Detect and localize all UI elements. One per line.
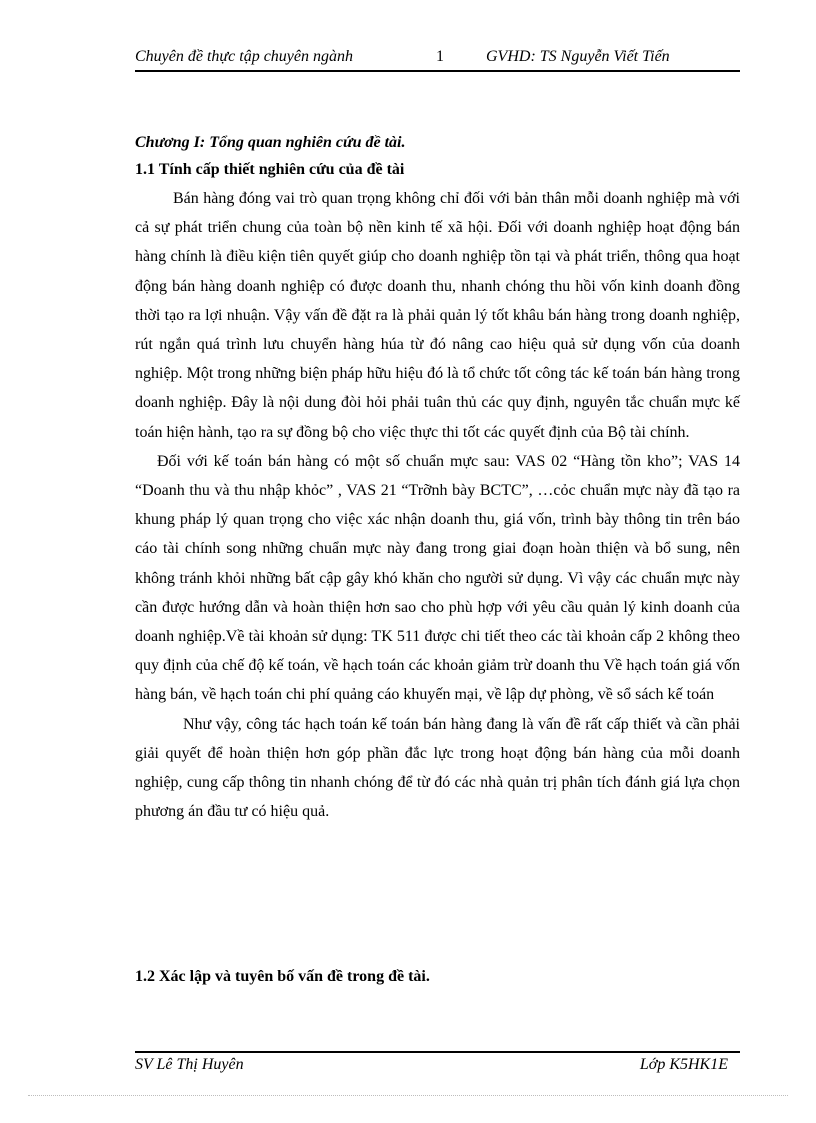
- paragraph: [135, 184, 740, 447]
- section-title-1-2: 1.2 Xác lập và tuyên bố vấn đề trong đề tài.: [135, 968, 430, 985]
- section-title-1-1: 1.1 Tính cấp thiết nghiên cứu của đề tài: [135, 161, 405, 178]
- paragraph-text: Bán hàng đóng vai trò quan trọng không chỉ đối với bản thân mỗi doanh nghiệp mà với cả sự phát triển chung của toàn bộ nền kinh tế xã hội. Đối với doanh nghiệp hoạt động bán hàng chính là điều kiện tiên quyết giúp cho doanh nghiệp tồn tại và phát triển, thông qua hoạt động bán hàng doanh nghiệp có được doanh thu, nhanh chóng thu hồi vốn kinh doanh đồng thời tạo ra lợi nhuận. Vậy vấn đề đặt ra là phải quản lý tốt khâu bán hàng trong doanh nghiệp, rút ngắn quá trình lưu chuyển hàng húa từ đó nâng cao hiệu quả sử dụng vốn của doanh nghiệp. Một trong những biện pháp hữu hiệu đó là tổ chức tốt công tác kế toán bán hàng trong doanh nghiệp. Đây là nội dung đòi hỏi phải tuân thủ các quy định, nguyên tắc chuẩn mực kế toán hiện hành, tạo ra sự đồng bộ cho việc thực thi tốt các quyết định của Bộ tài chính.: [135, 190, 740, 441]
- page-footer: [135, 1056, 740, 1078]
- paragraph-text: Như vậy, công tác hạch toán kế toán bán hàng đang là vấn đề rất cấp thiết và cần phải giải quyết để hoàn thiện hơn góp phần đắc lực trong hoạt động bán hàng của mỗi doanh nghiệp, cung cấp thông tin nhanh chóng để từ đó các nhà quản trị phân tích đánh giá lựa chọn phương án đầu tư có hiệu quả.: [135, 715, 740, 821]
- page-header: [135, 48, 740, 70]
- header-supervisor: GVHD: TS Nguyễn Viết Tiến: [486, 48, 670, 65]
- footer-student-name: SV Lê Thị Huyên: [135, 1056, 244, 1073]
- header-divider: [135, 70, 740, 72]
- header-course-title: Chuyên đề thực tập chuyên ngành: [135, 48, 353, 65]
- paragraph-text: Đối với kế toán bán hàng có một số chuẩn mực sau: VAS 02 “Hàng tồn kho”; VAS 14 “Doanh thu và thu nhập khỏc” , VAS 21 “Trỡnh bày BCTC”, …cỏc chuẩn mực này đã tạo ra khung pháp lý quan trọng cho việc xác nhận doanh thu, giá vốn, trình bày thông tin trên báo cáo tài chính song những chuẩn mực này đang trong giai đoạn hoàn thiện và bổ sung, nên không tránh khỏi những bất cập gây khó khăn cho người sử dụng. Vì vậy các chuẩn mực này cần được hướng dẫn và hoàn thiện hơn sao cho phù hợp với yêu cầu quản lý kinh doanh của doanh nghiệp.Về tài khoản sử dụng: TK 511 được chi tiết theo các tài khoản cấp 2 không theo quy định của chế độ kế toán, về hạch toán các khoản giảm trừ doanh thu Về hạch toán giá vốn hàng bán, về hạch toán chi phí quảng cáo khuyến mại, về lập dự phòng, về sổ sách kế toán: [135, 452, 740, 704]
- footer-divider: [135, 1051, 740, 1053]
- chapter-title: Chương I: Tổng quan nghiên cứu đề tài.: [135, 134, 406, 151]
- paragraph: [135, 447, 740, 710]
- paragraph: [135, 710, 740, 827]
- document-body: [135, 130, 740, 826]
- page-break-line: [28, 1095, 788, 1096]
- footer-class: Lớp K5HK1E: [639, 1056, 728, 1073]
- header-page-number: 1: [436, 48, 444, 65]
